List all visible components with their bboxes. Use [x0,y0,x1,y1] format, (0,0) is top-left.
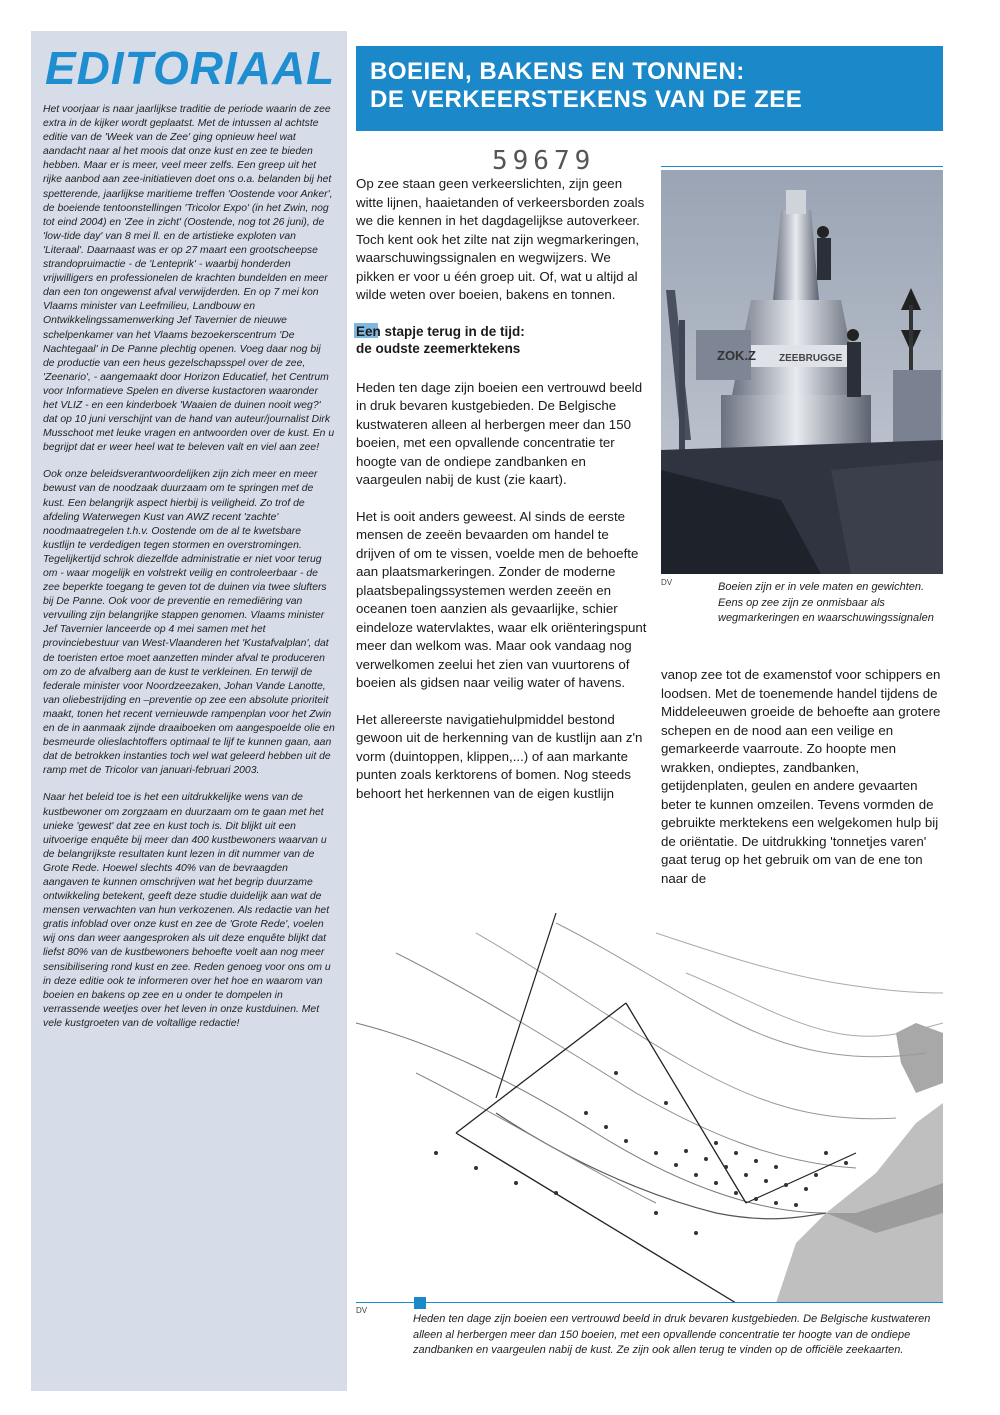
editorial-paragraph-2: Ook onze beleidsverantwoordelijken zijn zich meer en meer bewust van de noodzaak duurzaam om te springen met de kust. Een belangrijk aspect hierbij is veiligheid. Zo trof de afdeling Waterwegen Kust van AWZ recent 'zachte' noodmaatregelen t.h.v. Oostende om de al te kwetsbare kustlijn te verdedigen tegen stormen en overstromingen. Tegelijkertijd schrok diezelfde administratie er niet voor terug om - waar mogelijk en volstrekt veilig en controleerbaar - de zee beperkte toegang te geven tot de duinen via twee slufters bij De Panne. Ook voor de preventie en remediëring van vervuiling zijn belangrijke stappen genomen. Vlaams minister Jef Tavernier lanceerde op 4 mei samen met het provinciebestuur van West-Vlaanderen het 'Kustafvalplan', dat de toeristen ertoe moet aanzetten minder afval te produceren om zo de afvalberg aan de kust te verkleinen. En terwijl de federale minister voor Noordzeezaken, Johan Vande Lanotte, van oliebestrijding en –preventie op zee een absolute prioriteit maakt, tonen het recent vernieuwde rampenplan voor het Zwin en de in aanmaak zijnde draaiboeken om aangespoelde olie en besmeurde olieslachtoffers optimaal te lijf te kunnen gaan, aan dat de betrokken instanties toch wel wat geleerd hebben uit de ramp met de Tricolor van januari-februari 2003. [43,469,335,777]
caption-marker [414,1297,426,1309]
subheading-line-2: de oudste zeemerktekens [356,340,521,356]
article-subheading [356,323,648,357]
subheading-line-1: Een stapje terug in de tijd: [356,323,525,339]
editorial-paragraph-1: Het voorjaar is naar jaarlijkse traditie de periode waarin de zee extra in de kijker wordt geplaatst. Met de intussen al achtste editie van de 'Week van de Zee' ging opnieuw heel wat aandacht naar al het moois dat onze kust en zee te bieden hebben. Maar er is meer, veel meer zelfs. Een greep uit het rijke aanbod aan zee-initiatieven doet ons o.a. belanden bij het spetterende, jaarlijkse maritieme treffen 'Oostende voor Anker', de boeiende tentoonstellingen 'Tricolor Expo' (in het Zwin, nog tot eind 2004) en 'Zee in zicht' (Oostende, nog tot 26 juni), de 'low-tide day' van 8 mei ll. en de artistieke exploten van 'Literaal'. Daarnaast was er op 27 maart een grootscheepse strandopruimactie - de 'Lenteprik' - waarbij honderden vrijwilligers en professionelen de krachten bundelden en meer dan een ton ongewenst afval verwijderden. En op 7 mei kon Vlaams minister van Leefmilieu, Landbouw en Ontwikkelingssamenwerking Jef Tavernier de nieuwe schelpenkamer van het Vlaams bezoekerscentrum 'De Nachtegaal' in De Panne plechtig openen. Voeg daar nog bij de productie van een heus gezelschapsspel over de zee, 'Zeenario', - aangemaakt door Horizon Educatief, het Centrum voor Informatieve Spelen en diverse kustactoren waaronder het VLIZ - en een kinderboek 'Waaien de duinen nooit weg?' dat op 10 juni verschijnt van de hand van auteur/journalist Dirk Musschoot met leuke vragen en antwoorden over de kust. En u begrijpt dat er weer heel wat te beleven valt en viel aan zee! [43,104,335,454]
buoy-label: ZOK.Z [717,348,756,363]
photo-caption: Boeien zijn er in vele maten en gewichten. Eens op zee zijn ze onmisbaar als wegmarkeringen en waarschuwingssignalen [718,581,934,624]
editorial-title: EDITORIAAL [45,42,336,94]
article-title-line-2: DE VERKEERSTEKENS VAN DE ZEE [370,86,803,113]
buoy-label-2: ZEEBRUGGE [779,353,843,364]
article-intro: Op zee staan geen verkeerslichten, zijn geen witte lijnen, haaietanden of verkeersborden zoals we die kennen in het dagdagelijkse autoverkeer. Toch kent ook het zilte nat zijn wegmarkeringen, waarschuwingssignalen en wegwijzers. We pikken er voor u één groep uit. Of, wat u altijd al wilde weten over boeien, bakens en tonnen. [356,176,645,302]
map-credit: DV [356,1306,368,1315]
photo-credit: DV [661,578,673,587]
article-paragraph-3: Het allereerste navigatiehulpmiddel bestond gewoon uit de herkenning van de kustlijn aan z'n vorm (duintoppen, klippen,...) of aan markante punten zoals kerktorens of bomen. Nog steeds behoort het herkennen van de eigen kustlijn [356,711,643,801]
article-paragraph-2: Het is ooit anders geweest. Al sinds de eerste mensen de zeeën bevaarden om handel te drijven of om te vissen, voelde men de behoefte aan plaatsmarkeringen. Zonder de moderne plaatsbepalingssystemen werden zeeën en oceanen toen aanzien als gevaarlijke, schier eindeloze watervlaktes, waar elk oriënteringspunt meer dan welkom was. Maar ook vandaag nog verwelkomen zeelui het zien van vuurtorens of boeien als gidsen naar veilig water of havens. [356,508,647,690]
buoy-photo-frame [661,166,943,574]
map-caption-rule [356,1302,943,1303]
buoy-map-frame [356,913,943,1303]
editorial-paragraph-3: Naar het beleid toe is het een uitdrukkelijke wens van de kustbewoner om zorgzaam en duurzaam om te gaan met het unieke 'gewest' dat zee en kust toch is. Dit blijkt uit een uitvoerige enquête bij meer dan 400 kustbewoners waarvan u de belangrijkste resultaten kunt lezen in dit nummer van de Grote Rede. Hoewel slechts 40% van de bevraagden aangaven te kunnen omschrijven wat het begrip duurzame ontwikkeling betekent, geeft deze studie duidelijk aan wat de mensen verwachten van hun verkozenen. Als redactie van het gratis infoblad over onze kust en zee de 'Grote Rede', voelen wij ons dan weer aangesproken als uit deze enquête blijkt dat liefst 80% van de kustbewoners behoefte voelt aan nog meer sensibilisering rond kust en zee. Reden genoeg voor ons om u in deze editie ook te informeren over het hoe en waarom van boeien en bakens op zee en u onder te dompelen in verrassende weetjes over het leven in onze kustduinen. Met vele kustgroeten van de voltallige redactie! [43,792,331,1029]
article-paragraph-1: Heden ten dage zijn boeien een vertrouwd beeld in druk bevaren kustgebieden. De Belgische kustwateren alleen al herbergen meer dan 150 boeien, met een opvallende concentratie ter hoogte van de ondiepe zandbanken en vaargeulen nabij de kust (zie kaart). [356,379,643,487]
article-title-banner [356,46,943,131]
buoy-photo [661,170,943,574]
buoy-map [356,913,943,1303]
article-middle-column [356,175,648,821]
article-right-column [661,666,943,906]
map-caption: Heden ten dage zijn boeien een vertrouwd beeld in druk bevaren kustgebieden. De Belgische kustwateren alleen al herbergen meer dan 150 boeien, met een opvallende concentratie ter hoogte van de ondiepe zandbanken en vaargeulen nabij de kust. Ze zijn ook allen terug te vinden op de officiële zeekaarten. [413,1313,931,1356]
handwritten-number: 59679 [492,146,596,176]
article-title-line-1: BOEIEN, BAKENS EN TONNEN: [370,58,745,85]
article-right-paragraph: vanop zee tot de examenstof voor schippers en loodsen. Met de toenemende handel tijdens de Middeleeuwen groeide de behoefte aan grotere schepen en de nood aan een veilige en gemarkeerde vaarroute. Zo hoopte men wrakken, ondieptes, zandbanken, getijdenplaten, geulen en andere gevaarten beter te kunnen omzeilen. Tevens vormden de gebruikte merktekens een welgekomen hulp bij de oriëntatie. De uitdrukking 'tonnetjes varen' gaat terug op het gebruik om van de ene ton naar de [661,667,941,886]
editorial-column [31,31,347,1391]
